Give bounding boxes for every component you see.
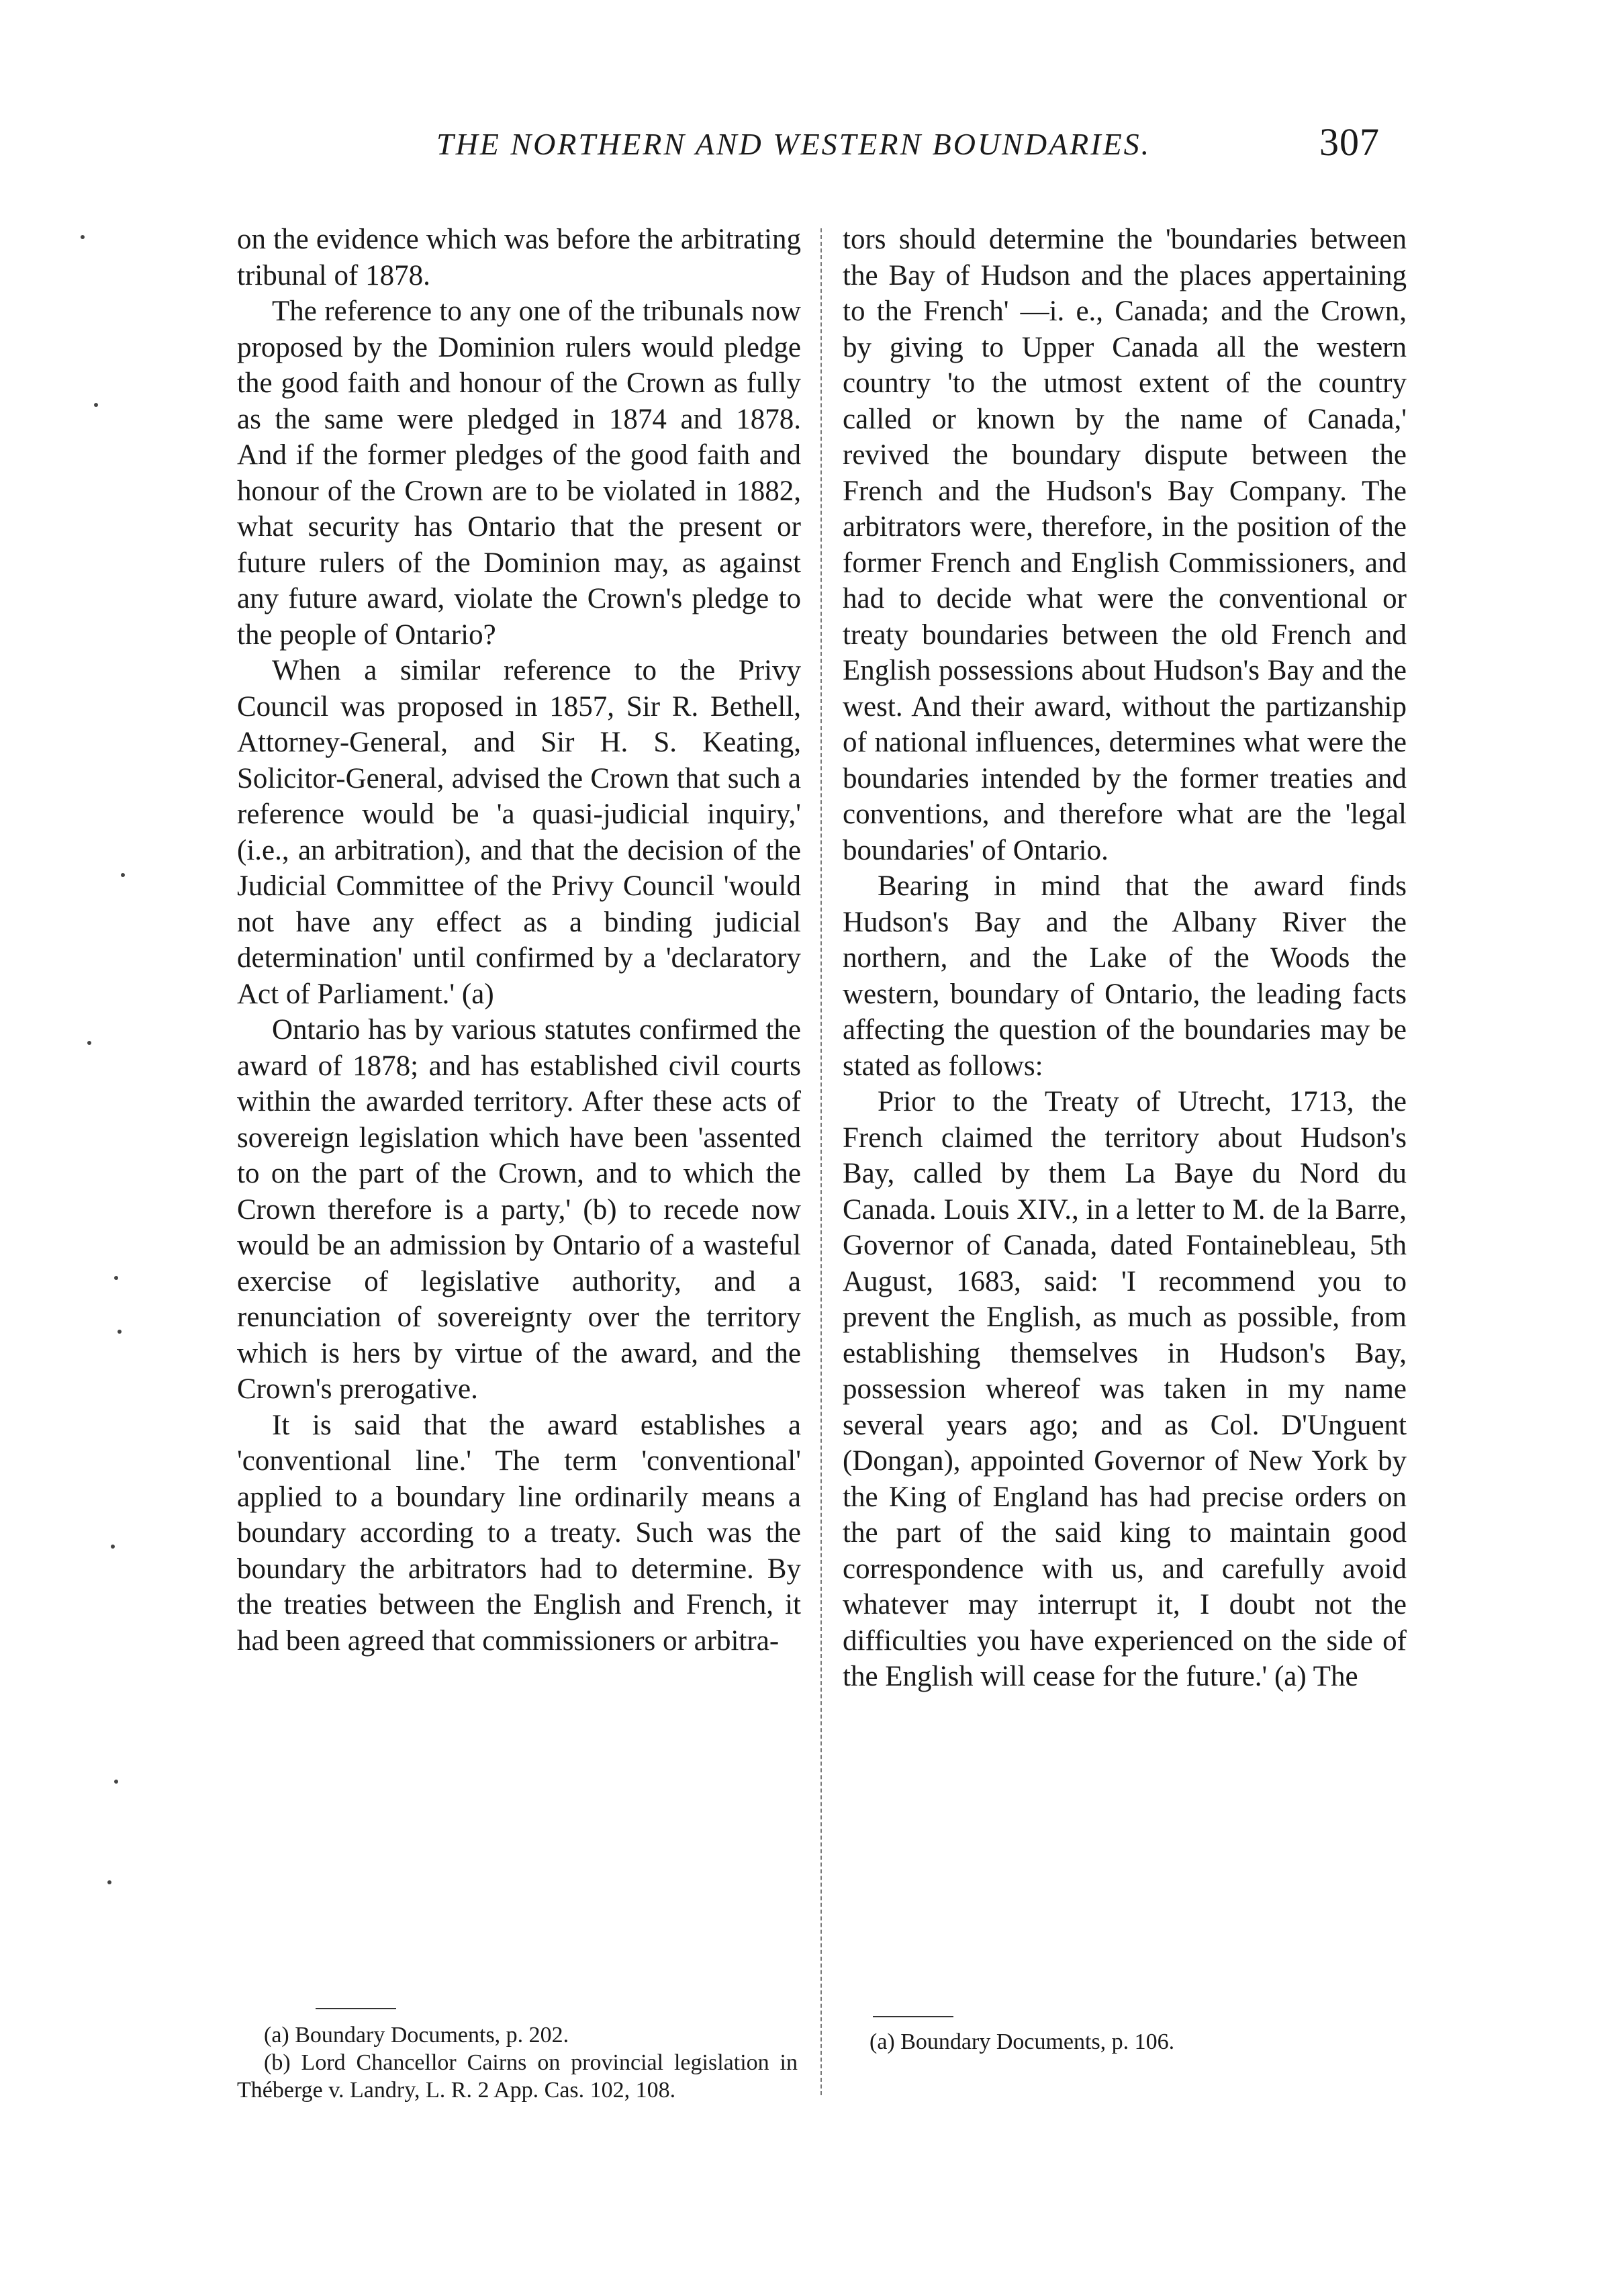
footnote: (b) Lord Chancellor Cairns on provincial legislation in Théberge v. Landry, L. R. 2 App. Cas. 102, 108. [237, 2050, 798, 2103]
speck [114, 1276, 118, 1280]
footnote: (a) Boundary Documents, p. 106. [869, 2029, 1175, 2054]
paragraph: Prior to the Treaty of Utrecht, 1713, the French claimed the territory about Hudson's Bay, called by them La Baye du Nord du Canada. Louis XIV., in a letter to M. de la Barre, Governor of Canada, dated Fontainebleau, 5th August, 1683, said: 'I recommend you to prevent the English, as much as possible, from establishing themselves in Hudson's Bay, possession whereof was taken in my name several years ago; and as Col. D'Unguent (Dongan), appointed Governor of New York by the King of England has had precise orders on the part of the said king to maintain good correspondence with us, and carefully avoid whatever may interrupt it, I doubt not the difficulties you have experienced on the side of the English will cease for the future.' (a) The [843, 1086, 1407, 1692]
speck [121, 873, 125, 877]
paragraph: It is said that the award establishes a 'conventional line.' The term 'conventional' applied to a boundary line ordinarily means a boundary according to a treaty. Such was the boundary the arbitrators had to determine. By the treaties between the English and French, it had been agreed that commissioners or arbitra- [237, 1409, 801, 1657]
paragraph: on the evidence which was before the arbitrating tribunal of 1878. [237, 224, 801, 291]
column-divider [820, 228, 822, 2095]
speck [94, 403, 98, 407]
paragraph: Ontario has by various statutes confirmed the award of 1878; and has established civil courts within the awarded territory. After these acts of sovereign legislation which have been 'assented to on the part of the Crown, and to which the Crown therefore is a party,' (b) to recede now would be an admission by Ontario of a wasteful exercise of legislative authority, and a renunciation of sovereignty over the territory which is hers by virtue of the award, and the Crown's prerogative. [237, 1014, 801, 1405]
speck [81, 235, 85, 239]
right-column [843, 222, 1407, 1695]
speck [117, 1330, 122, 1334]
left-column [237, 222, 801, 1659]
speck [87, 1041, 91, 1045]
margin-specks [40, 134, 215, 1947]
page-number: 307 [1319, 120, 1380, 164]
footnote-rule [873, 2016, 953, 2017]
paragraph: Bearing in mind that the award finds Hudson's Bay and the Albany River the northern, and the Lake of the Woods the western, boundary of Ontario, the leading facts affecting the question of the boundaries may be stated as follows: [843, 870, 1407, 1082]
footnotes-right [843, 2028, 1403, 2056]
speck [111, 1545, 115, 1549]
speck [107, 1880, 111, 1884]
footnotes-left [237, 2021, 798, 2104]
running-head: THE NORTHERN AND WESTERN BOUNDARIES. [436, 127, 1151, 161]
paragraph: When a similar reference to the Privy Council was proposed in 1857, Sir R. Bethell, Attorney-General, and Sir H. S. Keating, Solicitor-General, advised the Crown that such a reference would be 'a quasi-judicial inquiry,' (i.e., an arbitration), and that the decision of the Judicial Committee of the Privy Council 'would not have any effect as a binding judicial determination' until confirmed by a 'declaratory Act of Parliament.' (a) [237, 655, 801, 1010]
footnote: (a) Boundary Documents, p. 202. [264, 2023, 569, 2048]
footnote-rule [316, 2008, 396, 2009]
paragraph: The reference to any one of the tribunals now proposed by the Dominion rulers would pledge the good faith and honour of the Crown as fully as the same were pledged in 1874 and 1878. And if the former pledges of the good faith and honour of the Crown are to be violated in 1882, what security has Ontario that the present or future rulers of the Dominion may, as against any future award, violate the Crown's pledge to the people of Ontario? [237, 295, 801, 651]
speck [114, 1780, 118, 1784]
paragraph: tors should determine the 'boundaries between the Bay of Hudson and the places appertaining to the French' —i. e., Canada; and the Crown, by giving to Upper Canada all the western country 'to the utmost extent of the country called or known by the name of Canada,' revived the boundary dispute between the French and the Hudson's Bay Company. The arbitrators were, therefore, in the position of the former French and English Commissioners, and had to decide what were the conventional or treaty boundaries between the old French and English possessions about Hudson's Bay and the west. And their award, without the partizanship of national influences, determines what were the boundaries intended by the former treaties and conventions, and therefore what are the 'legal boundaries' of Ontario. [843, 224, 1407, 866]
